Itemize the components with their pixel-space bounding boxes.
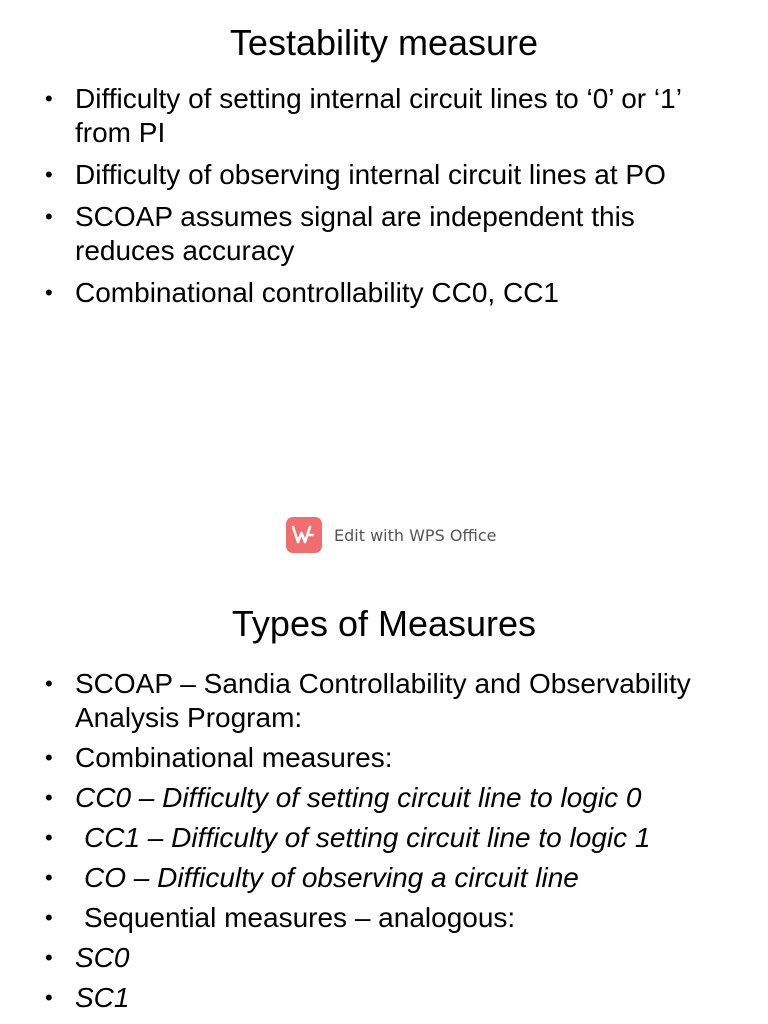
bullet-icon: • [45, 865, 53, 890]
bullet-icon: • [45, 745, 53, 770]
bullet-text: Difficulty of observing internal circuit lines at PO [75, 159, 666, 190]
list-item [0, 200, 720, 268]
list-item [0, 861, 720, 895]
bullet-icon: • [45, 86, 53, 111]
wps-watermark[interactable] [286, 517, 497, 553]
bullet-icon: • [45, 905, 53, 930]
bullet-text: SC0 [75, 942, 130, 973]
bullet-text: SCOAP – Sandia Controllability and Observability Analysis Program: [75, 668, 691, 733]
slide-title: Types of Measures [231, 603, 537, 644]
wps-logo-icon [286, 517, 322, 553]
watermark-label: Edit with WPS Office [334, 525, 497, 545]
bullet-icon: • [45, 825, 53, 850]
bullet-list [0, 667, 720, 1021]
list-item [0, 667, 720, 735]
bullet-icon: • [45, 985, 53, 1010]
slide-types-of-measures [0, 596, 768, 1024]
bullet-icon: • [45, 671, 53, 696]
list-item [0, 276, 720, 310]
list-item [0, 901, 720, 935]
list-item [0, 981, 720, 1015]
bullet-icon: • [45, 162, 53, 187]
bullet-text: SCOAP assumes signal are independent this reduces accuracy [75, 201, 635, 266]
list-item [0, 741, 720, 775]
list-item [0, 82, 720, 150]
bullet-text: Combinational measures: [75, 742, 393, 773]
bullet-text: CO – Difficulty of observing a circuit line [84, 862, 579, 893]
list-item [0, 941, 720, 975]
bullet-list [0, 82, 720, 318]
bullet-text: Combinational controllability CC0, CC1 [75, 277, 559, 308]
slide-title: Testability measure [229, 22, 539, 63]
bullet-text: CC0 – Difficulty of setting circuit line to logic 0 [75, 782, 642, 813]
list-item [0, 821, 720, 855]
slide-testability-measure [0, 0, 768, 330]
bullet-icon: • [45, 204, 53, 229]
bullet-text: SC1 [75, 982, 130, 1013]
bullet-text: CC1 – Difficulty of setting circuit line to logic 1 [84, 822, 651, 853]
bullet-icon: • [45, 785, 53, 810]
bullet-icon: • [45, 945, 53, 970]
bullet-text: Sequential measures – analogous: [84, 902, 516, 933]
list-item [0, 158, 720, 192]
bullet-text: Difficulty of setting internal circuit lines to ‘0’ or ‘1’ from PI [75, 83, 681, 148]
list-item [0, 781, 720, 815]
bullet-icon: • [45, 280, 53, 305]
